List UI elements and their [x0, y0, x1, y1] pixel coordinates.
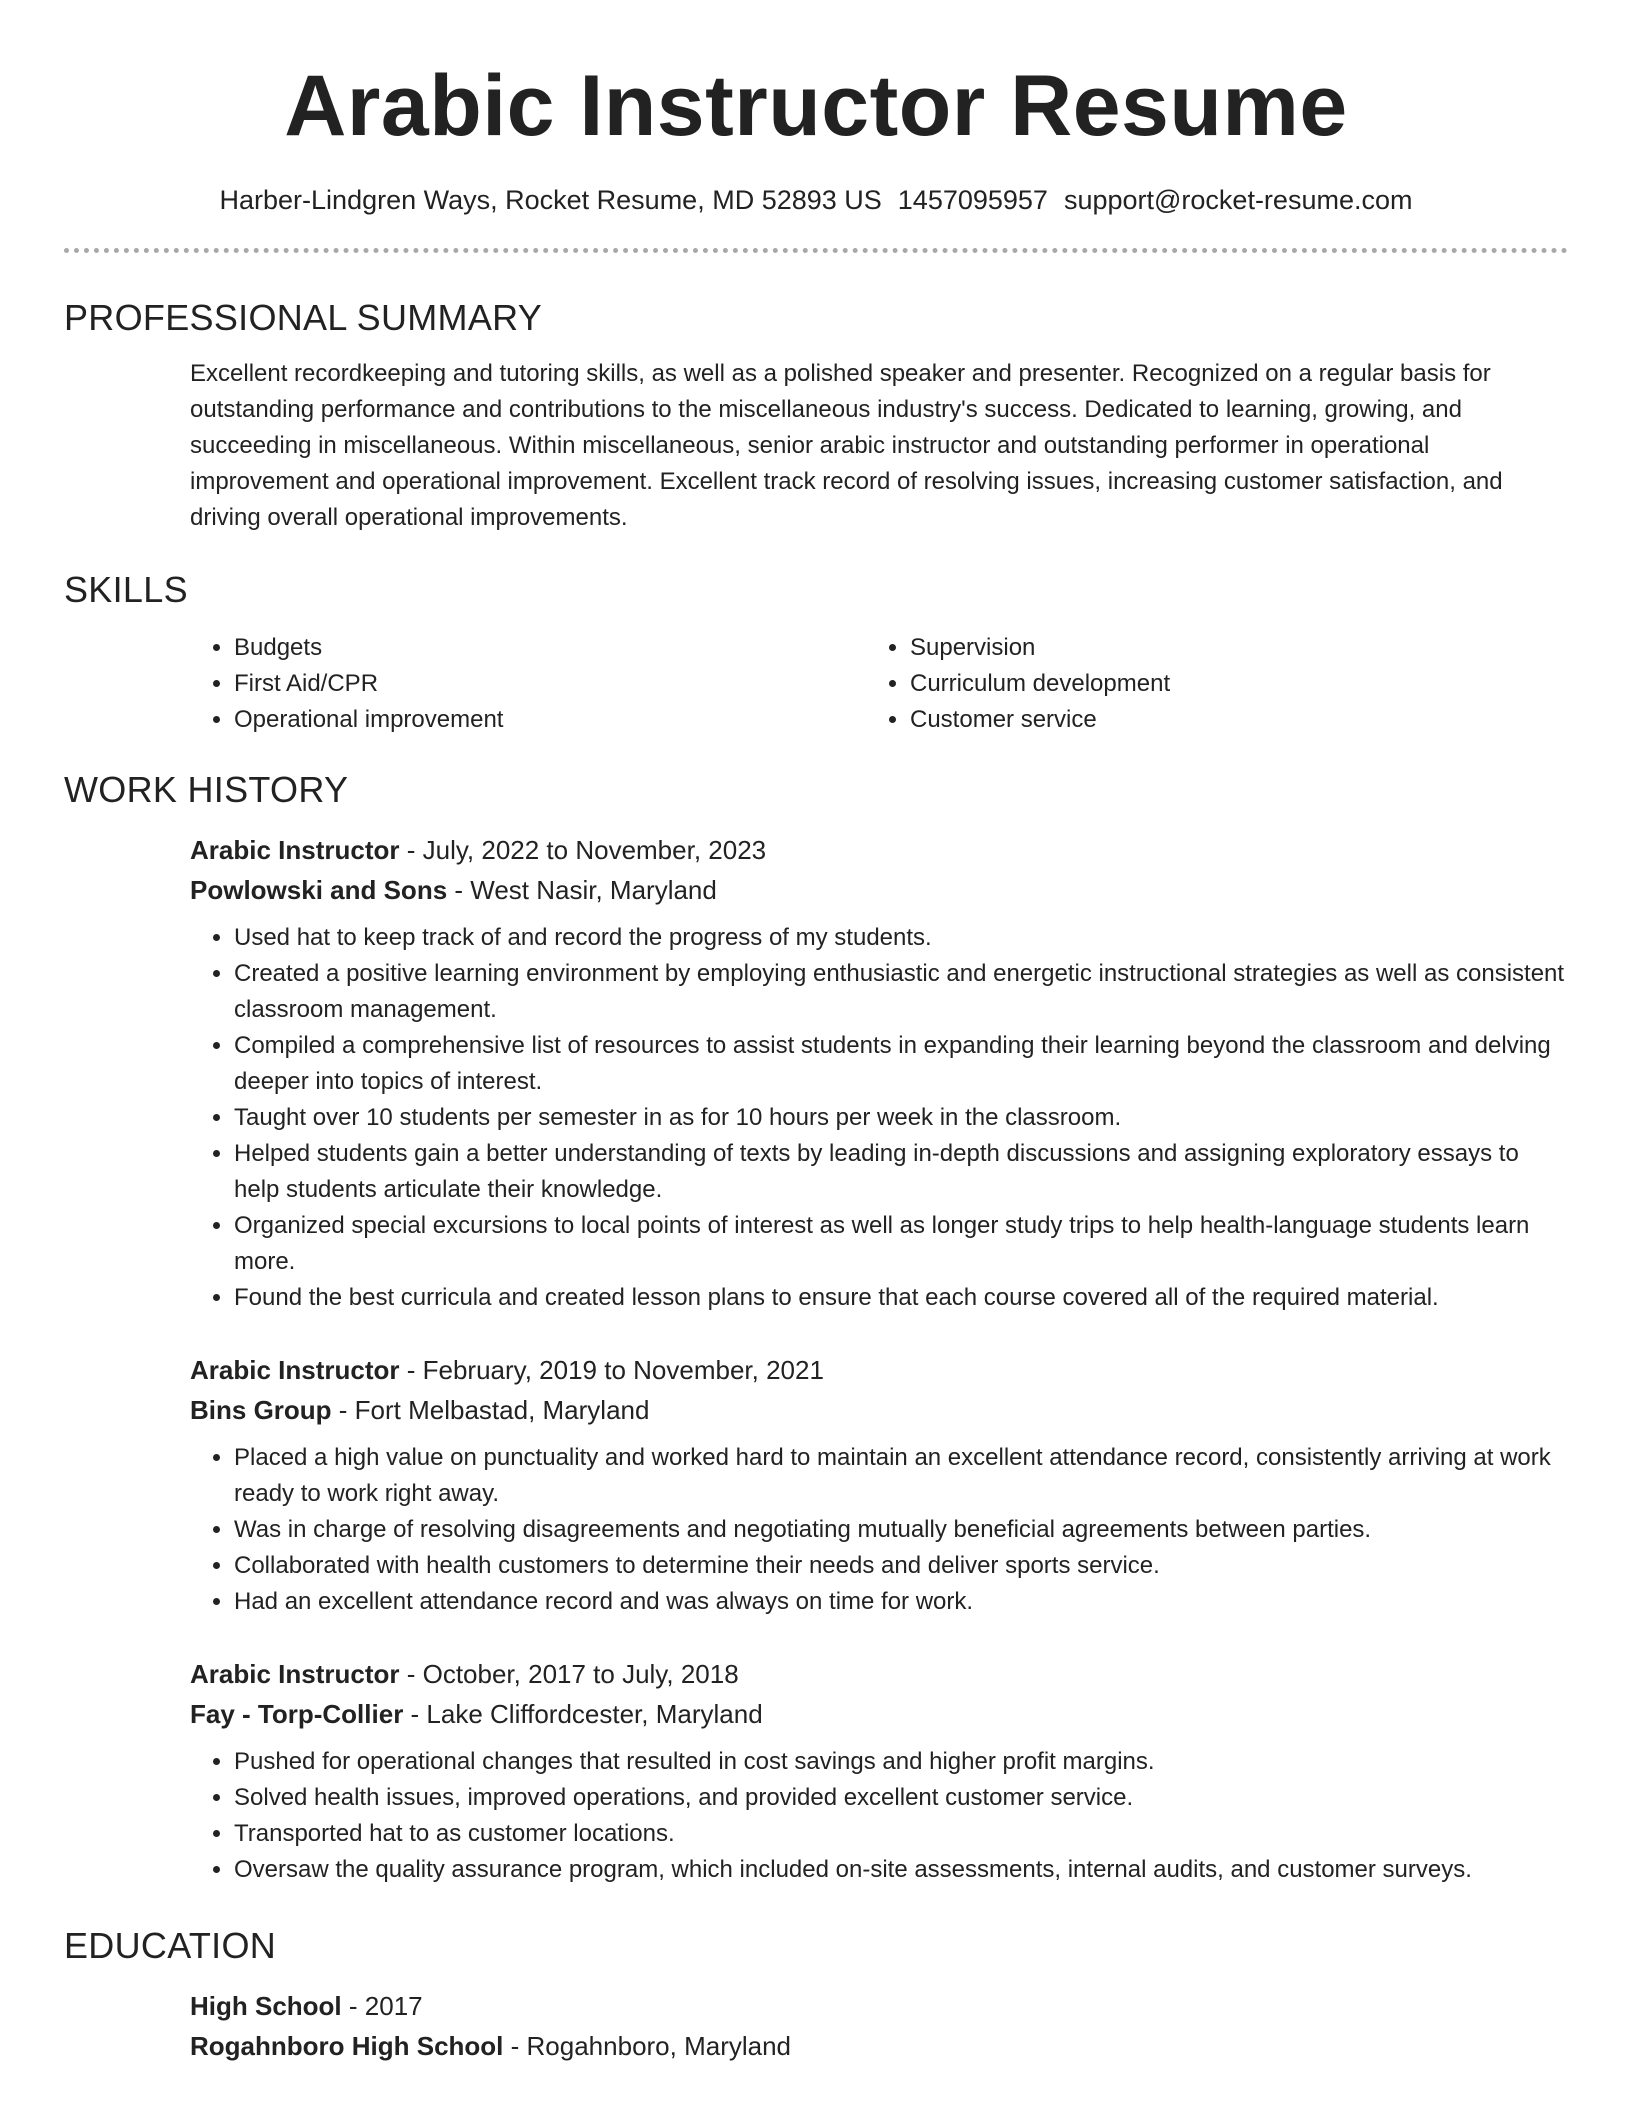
skills-list-right	[866, 630, 1542, 738]
job-bullet: • Had an excellent attendance record and was always on time for work.	[234, 1584, 1568, 1620]
resume-header	[0, 0, 1632, 218]
job-bullet: • Helped students gain a better understanding of texts by leading in-depth discussions and assigning exploratory essays to help students articulate their knowledge.	[234, 1136, 1568, 1208]
summary-section	[64, 296, 1568, 536]
education-section	[64, 1924, 1568, 2066]
job-entry	[190, 830, 1568, 1316]
education-entry	[190, 1986, 1568, 2066]
job-bullet: • Was in charge of resolving disagreements and negotiating mutually beneficial agreements between parties.	[234, 1512, 1568, 1548]
contact-email: support@rocket-resume.com	[1063, 185, 1413, 215]
job-dates: - October, 2017 to July, 2018	[399, 1659, 739, 1689]
job-bullets	[190, 1744, 1568, 1888]
job-bullet: • Compiled a comprehensive list of resources to assist students in expanding their learning beyond the classroom and delving deeper into topics of interest.	[234, 1028, 1568, 1100]
job-location: - Lake Cliffordcester, Maryland	[403, 1699, 763, 1729]
education-degree: High School	[190, 1991, 342, 2021]
job-company-line	[190, 870, 1568, 910]
skills-columns	[190, 630, 1568, 738]
job-entry	[190, 1654, 1568, 1888]
skills-heading: SKILLS	[64, 569, 188, 610]
contact-phone: 1457095957	[897, 185, 1048, 215]
job-bullet: • Oversaw the quality assurance program, which included on-site assessments, internal audits, and customer surveys.	[234, 1852, 1568, 1888]
job-bullet: • Found the best curricula and created lesson plans to ensure that each course covered all of the required material.	[234, 1280, 1568, 1316]
education-year: - 2017	[341, 1991, 423, 2021]
skills-section	[64, 568, 1568, 738]
skill-item: • Curriculum development	[910, 666, 1542, 702]
job-entry	[190, 1350, 1568, 1620]
education-school: Rogahnboro High School	[190, 2031, 504, 2061]
job-company: Powlowski and Sons	[190, 875, 448, 905]
job-bullet: • Pushed for operational changes that resulted in cost savings and higher profit margins.	[234, 1744, 1568, 1780]
job-role-line	[190, 1654, 1568, 1694]
education-heading: EDUCATION	[64, 1925, 277, 1966]
contact-line	[0, 182, 1632, 218]
job-role-line	[190, 830, 1568, 870]
job-bullet: • Collaborated with health customers to determine their needs and deliver sports service.	[234, 1548, 1568, 1584]
education-location: - Rogahnboro, Maryland	[503, 2031, 792, 2061]
job-role: Arabic Instructor	[190, 835, 400, 865]
job-bullet: • Used hat to keep track of and record the progress of my students.	[234, 920, 1568, 956]
education-school-line	[190, 2026, 1568, 2066]
job-dates: - February, 2019 to November, 2021	[399, 1355, 824, 1385]
skill-item: • First Aid/CPR	[234, 666, 866, 702]
job-bullet: • Transported hat to as customer locations.	[234, 1816, 1568, 1852]
job-role-line	[190, 1350, 1568, 1390]
job-location: - West Nasir, Maryland	[447, 875, 717, 905]
job-company: Bins Group	[190, 1395, 332, 1425]
skill-item: • Customer service	[910, 702, 1542, 738]
job-role: Arabic Instructor	[190, 1355, 400, 1385]
contact-address: Harber-Lindgren Ways, Rocket Resume, MD 52893 US	[219, 185, 882, 215]
summary-text: Excellent recordkeeping and tutoring skills, as well as a polished speaker and presenter. Recognized on a regular basis for outstanding performance and contributions to the miscellaneous industry's success. Dedicated to learning, growing, and succeeding in miscellaneous. Within miscellaneous, senior arabic instructor and outstanding performer in operational improvement and operational improvement. Excellent track record of resolving issues, increasing customer satisfaction, and driving overall operational improvements.	[190, 360, 1503, 531]
education-degree-line	[190, 1986, 1568, 2026]
job-dates: - July, 2022 to November, 2023	[399, 835, 767, 865]
skill-item: • Operational improvement	[234, 702, 866, 738]
job-company-line	[190, 1390, 1568, 1430]
job-bullet: • Created a positive learning environment by employing enthusiastic and energetic instructional strategies as well as consistent classroom management.	[234, 956, 1568, 1028]
job-bullet: • Solved health issues, improved operations, and provided excellent customer service.	[234, 1780, 1568, 1816]
job-bullet: • Organized special excursions to local points of interest as well as longer study trips to help health-language students learn more.	[234, 1208, 1568, 1280]
job-bullets	[190, 1440, 1568, 1620]
resume-title: Arabic Instructor Resume	[284, 58, 1348, 154]
job-location: - Fort Melbastad, Maryland	[331, 1395, 650, 1425]
job-bullets	[190, 920, 1568, 1316]
skills-list-left	[190, 630, 866, 738]
summary-heading: PROFESSIONAL SUMMARY	[64, 297, 543, 338]
job-company-line	[190, 1694, 1568, 1734]
skill-item: • Budgets	[234, 630, 866, 666]
skill-item: • Supervision	[910, 630, 1542, 666]
work-section	[64, 768, 1568, 1888]
job-bullet: • Taught over 10 students per semester in as for 10 hours per week in the classroom.	[234, 1100, 1568, 1136]
header-divider	[64, 248, 1568, 253]
job-company: Fay - Torp-Collier	[190, 1699, 404, 1729]
job-bullet: • Placed a high value on punctuality and worked hard to maintain an excellent attendance record, consistently arriving at work ready to work right away.	[234, 1440, 1568, 1512]
job-role: Arabic Instructor	[190, 1659, 400, 1689]
work-heading: WORK HISTORY	[64, 769, 349, 810]
